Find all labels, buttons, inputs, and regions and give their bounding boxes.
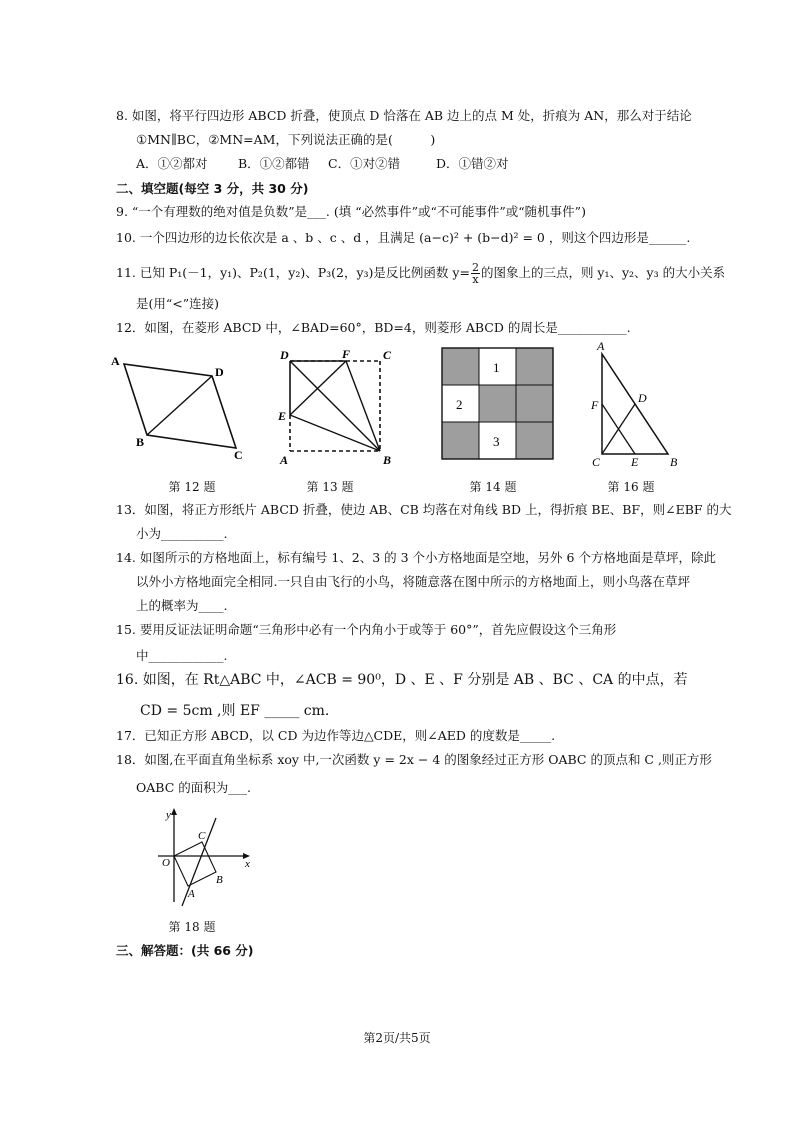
fig13-label-a: A bbox=[280, 453, 289, 467]
q11-frac-den: x bbox=[472, 273, 479, 286]
q13-line2: 小为__________. bbox=[136, 526, 228, 541]
fig16-label-e: E bbox=[631, 455, 639, 469]
fig13-label-e: E bbox=[278, 409, 287, 423]
caption-fig14: 第 14 题 bbox=[469, 480, 517, 494]
fig14-label-1: 1 bbox=[493, 360, 500, 375]
caption-fig13: 第 13 题 bbox=[306, 480, 354, 494]
fig14-label-2: 2 bbox=[456, 397, 463, 412]
q8-option-c: C．①对②错 bbox=[328, 156, 401, 171]
fig18-square-oabc bbox=[174, 842, 216, 886]
fig13-square bbox=[274, 343, 404, 471]
fig13-label-b: B bbox=[383, 453, 392, 467]
fig18-label-x: x bbox=[245, 858, 250, 870]
q17: 17．已知正方形 ABCD，以 CD 为边作等边△CDE，则∠AED 的度数是_____. bbox=[116, 728, 556, 743]
q10 bbox=[116, 230, 690, 246]
fig16-label-d: D bbox=[638, 391, 647, 405]
q14-line1: 14. 如图所示的方格地面上，标有编号 1、2、3 的 3 个小方格地面是空地，另外 6 个方格地面是草坪，除此 bbox=[116, 550, 716, 565]
q10-formula: (a−c)² + (b−d)² = 0 bbox=[419, 230, 545, 245]
q11-prefix: 11. 已知 P₁(－1，y₁)、P₂(1，y₂)、P₃(2，y₃)是反比例函数 y= bbox=[116, 265, 470, 280]
fig16-label-a: A bbox=[597, 339, 605, 353]
q12: 12．如图，在菱形 ABCD 中，∠BAD=60°，BD=4，则菱形 ABCD 的周长是___________. bbox=[116, 320, 631, 335]
fig12-diagonal-bd bbox=[147, 376, 212, 435]
q14-line2: 以外小方格地面完全相同.一只自由飞行的小鸟，将随意落在图中所示的方格地面上，则小鸟落在草坪 bbox=[136, 574, 690, 589]
q16-line2: CD = 5cm ,则 EF _____ cm. bbox=[140, 703, 330, 719]
fig13-label-f: F bbox=[342, 347, 351, 361]
q8-line2: ①MN∥BC，②MN=AM，下列说法正确的是( ) bbox=[136, 132, 436, 147]
caption-fig18: 第 18 题 bbox=[168, 920, 216, 934]
section-2-heading: 二、填空题(每空 3 分，共 30 分) bbox=[116, 181, 309, 196]
page-footer: 第2页/共5页 bbox=[363, 1031, 431, 1045]
fig13-crease-be bbox=[290, 415, 380, 451]
fig18-label-o: O bbox=[162, 857, 170, 869]
q15-line1: 15. 要用反证法证明命题“三角形中必有一个内角小于或等于 60°”，首先应假设这个三角形 bbox=[116, 622, 617, 637]
fig18-coordinate-plane bbox=[146, 806, 258, 910]
fig12-label-c: C bbox=[234, 448, 243, 462]
fig13-diagonal-db bbox=[290, 361, 380, 451]
fig14-cell bbox=[479, 385, 516, 422]
q15-line2: 中____________. bbox=[136, 648, 228, 663]
fig16-label-c: C bbox=[592, 455, 601, 469]
q14-line3: 上的概率为____. bbox=[136, 598, 228, 613]
fig16-triangle bbox=[588, 338, 688, 470]
q16-line1: 16. 如图，在 Rt△ABC 中，∠ACB = 90⁰，D 、E 、F 分别是 AB 、BC 、CA 的中点，若 bbox=[116, 672, 688, 688]
fig14-cell bbox=[516, 348, 553, 385]
q10-suffix: ，则这个四边形是______. bbox=[544, 230, 691, 245]
fig18-label-b: B bbox=[216, 874, 223, 886]
fig14-cell bbox=[442, 422, 479, 459]
fig14-grid bbox=[440, 346, 556, 462]
caption-fig16: 第 16 题 bbox=[607, 480, 655, 494]
fig14-cell bbox=[516, 385, 553, 422]
fig16-label-f: F bbox=[591, 398, 599, 412]
q8-option-a: A．①②都对 bbox=[136, 156, 208, 171]
fig12-label-d: D bbox=[215, 365, 224, 379]
fig18-y-arrow bbox=[171, 808, 177, 815]
q11-line2: 是(用“<”连接) bbox=[136, 296, 220, 311]
fig14-cell bbox=[442, 348, 479, 385]
fig18-label-a: A bbox=[188, 888, 195, 900]
fig12-label-a: A bbox=[111, 354, 120, 368]
fig18-label-c: C bbox=[198, 830, 206, 842]
q11-suffix: 的图象上的三点，则 y₁、y₂、y₃ 的大小关系 bbox=[480, 265, 726, 280]
q11-frac-num: 2 bbox=[471, 261, 479, 274]
q10-prefix: 10. 一个四边形的边长依次是 a 、b 、c 、d ，且满足 bbox=[116, 230, 420, 245]
q18-line2: OABC 的面积为___. bbox=[136, 780, 251, 795]
q11-line1 bbox=[116, 262, 725, 285]
q8-line1: 8. 如图，将平行四边形 ABCD 折叠，使顶点 D 恰落在 AB 边上的点 M 处，折痕为 AN，那么对于结论 bbox=[116, 108, 692, 123]
fig18-label-y: y bbox=[166, 809, 171, 821]
fig14-label-3: 3 bbox=[493, 434, 500, 449]
fig13-label-c: C bbox=[383, 348, 392, 362]
q13-line1: 13．如图，将正方形纸片 ABCD 折叠，使边 AB、CB 均落在对角线 BD 上，得折痕 BE、BF，则∠EBF 的大 bbox=[116, 502, 732, 517]
q18-line1: 18．如图,在平面直角坐标系 xoy 中,一次函数 y = 2x − 4 的图象经过正方形 OABC 的顶点和 C ,则正方形 bbox=[116, 752, 712, 767]
fig14-cell bbox=[516, 422, 553, 459]
fig16-label-b: B bbox=[670, 455, 678, 469]
q9: 9. “一个有理数的绝对值是负数”是___. (填 “必然事件”或“不可能事件”或“随机事件”) bbox=[116, 204, 586, 219]
section-3-heading: 三、解答题：(共 66 分) bbox=[116, 943, 254, 958]
q8-option-d: D．①错②对 bbox=[436, 156, 509, 171]
q11-fraction bbox=[471, 262, 480, 285]
fig13-label-d: D bbox=[280, 348, 289, 362]
caption-fig12: 第 12 题 bbox=[168, 480, 216, 494]
fig13-crease-bf bbox=[346, 361, 380, 451]
fig12-label-b: B bbox=[136, 435, 145, 449]
fig12-rhombus bbox=[108, 348, 253, 464]
q8-option-b: B．①②都错 bbox=[238, 156, 310, 171]
